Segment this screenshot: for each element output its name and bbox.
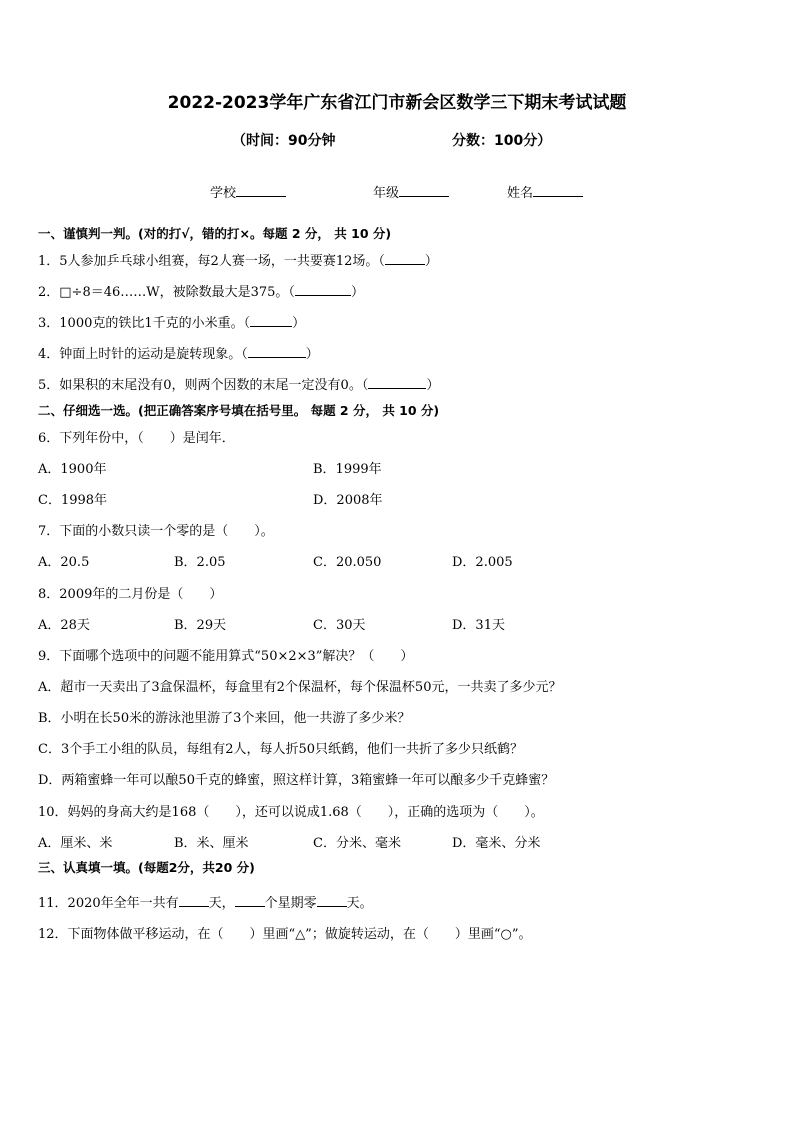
option-7d[interactable]: D．2.005	[452, 555, 513, 570]
answer-blank-2[interactable]	[295, 283, 351, 296]
question-10: 10．妈妈的身高大约是168（ ），还可以说成1.68（ ），正确的选项为（ ）。	[38, 805, 544, 820]
option-10b[interactable]: B．米、厘米	[174, 836, 249, 851]
option-7a[interactable]: A．20.5	[38, 555, 90, 570]
option-7c[interactable]: C．20.050	[313, 555, 382, 570]
answer-blank-4[interactable]	[248, 345, 306, 358]
question-6: 6．下列年份中，（ ）是闰年．	[38, 431, 235, 446]
question-9: 9．下面哪个选项中的问题不能用算式“50×2×3”解决？（ ）	[38, 649, 414, 664]
page-title: 2022-2023学年广东省江门市新会区数学三下期末考试试题	[167, 93, 627, 113]
question-5: 5．如果积的末尾没有0，则两个因数的末尾一定没有0。（ ）	[38, 378, 440, 393]
option-9c[interactable]: C．3个手工小组的队员，每组有2人，每人折50只纸鹤，他们一共折了多少只纸鹤？	[38, 742, 524, 757]
option-10d[interactable]: D．毫米、分米	[452, 836, 541, 851]
question-11: 11．2020年全年一共有 天， 个星期零 天。	[38, 896, 373, 911]
option-6d[interactable]: D．2008年	[313, 493, 383, 508]
answer-blank-11a[interactable]	[179, 894, 209, 907]
answer-blank-11b[interactable]	[235, 894, 265, 907]
question-3: 3．1000克的铁比1千克的小米重。（ ）	[38, 316, 306, 331]
question-12: 12．下面物体做平移运动，在（ ）里画“△”；做旋转运动，在（ ）里画“○”。	[38, 927, 532, 942]
option-6b[interactable]: B．1999年	[313, 462, 382, 477]
option-8a[interactable]: A．28天	[38, 618, 90, 633]
time-label: （时间：90分钟	[232, 133, 336, 149]
question-1: 1．5人参加乒乓球小组赛，每2人赛一场，一共要赛12场。（ ）	[38, 254, 438, 269]
question-4: 4．钟面上时针的运动是旋转现象。（ ）	[38, 347, 319, 362]
grade-field	[373, 182, 449, 201]
answer-blank-5[interactable]	[368, 376, 426, 389]
section1-heading: 一、谨慎判一判。(对的打√，错的打×。每题 2 分， 共 10 分)	[38, 226, 392, 241]
name-field	[507, 182, 583, 201]
option-8c[interactable]: C．30天	[313, 618, 366, 633]
answer-blank-1[interactable]	[385, 252, 425, 265]
name-label: 姓名	[507, 186, 534, 201]
score-label: 分数：100分）	[452, 133, 552, 149]
option-6a[interactable]: A．1900年	[38, 462, 107, 477]
question-2: 2．□÷8＝46……W，被除数最大是375。（ ）	[38, 285, 364, 300]
school-label: 学校	[210, 186, 237, 201]
option-6c[interactable]: C．1998年	[38, 493, 108, 508]
answer-blank-11c[interactable]	[317, 894, 347, 907]
question-7: 7．下面的小数只读一个零的是（ ）。	[38, 524, 274, 539]
option-10a[interactable]: A．厘米、米	[38, 836, 113, 851]
grade-blank[interactable]	[399, 184, 449, 197]
question-8: 8．2009年的二月份是（ ）	[38, 587, 223, 602]
option-9d[interactable]: D．两箱蜜蜂一年可以酿50千克的蜂蜜，照这样计算，3箱蜜蜂一年可以酿多少千克蜂蜜？	[38, 773, 555, 788]
grade-label: 年级	[373, 186, 400, 201]
answer-blank-3[interactable]	[250, 314, 292, 327]
name-blank[interactable]	[533, 184, 583, 197]
option-9a[interactable]: A．超市一天卖出了3盒保温杯，每盒里有2个保温杯，每个保温杯50元，一共卖了多少元？	[38, 680, 562, 695]
option-10c[interactable]: C．分米、毫米	[313, 836, 401, 851]
option-8d[interactable]: D．31天	[452, 618, 505, 633]
section2-heading: 二、仔细选一选。(把正确答案序号填在括号里。 每题 2 分， 共 10 分)	[38, 403, 440, 418]
option-9b[interactable]: B．小明在长50米的游泳池里游了3个来回，他一共游了多少米？	[38, 711, 411, 726]
option-7b[interactable]: B．2.05	[174, 555, 226, 570]
school-field	[210, 182, 286, 201]
school-blank[interactable]	[236, 184, 286, 197]
section3-heading: 三、认真填一填。(每题2分，共20 分)	[38, 860, 255, 875]
option-8b[interactable]: B．29天	[174, 618, 227, 633]
